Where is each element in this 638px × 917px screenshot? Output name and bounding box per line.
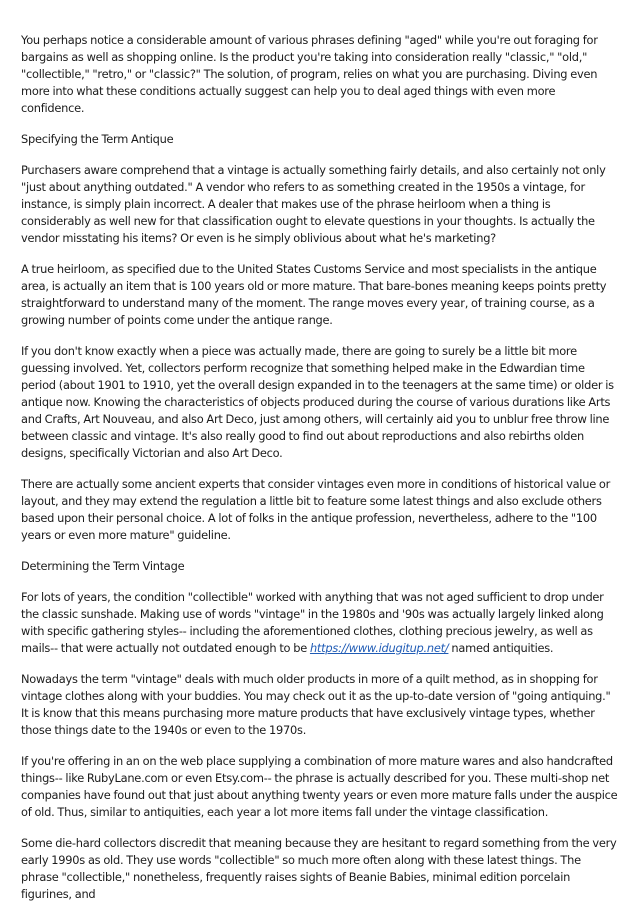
paragraph-experts: There are actually some ancient experts that consider vintages even more in conditions of historical value or layout, and they may extend the regulation a little bit to feature some latest things and also exclude others based upon their personal choice. A lot of folks in the antique profession, nevertheless, adhere to the "100 years or even more mature" guideline. [21,477,611,542]
paragraph-guessing: If you don't know exactly when a piece was actually made, there are going to surely be a little bit more guessing involved. Yet, collectors perform recognize that something helped make in the Edwardian time period (about 1901 to 1910, yet the overall design expanded in to the teenagers at the same time) or older is antique now. Knowing the characteristics of objects produced during the course of various durations like Arts and Crafts, Art Nouveau, and also Art Deco, just among others, will certainly aid you to unblur free throw line between classic and vintage. It's also really good to find out about reproductions and also rebirths olden designs, specifically Victorian and also Art Deco. [21,344,614,460]
paragraph-collectible-text-after: named antiquities. [448,641,554,655]
heading-vintage: Determining the Term Vintage [21,559,185,573]
paragraph-collectible-text-before: For lots of years, the condition "collectible" worked with anything that was not aged sufficient to drop under the classic sunshade. Making use of words "vintage" in the 1980s and '90s was actually largely linked along with specific gathering styles-- including the aforementioned clothes, clothing precious jewelry, as well as mails-- that were actually not outdated enough to be [21,590,604,655]
paragraph-die-hard: Some die-hard collectors discredit that meaning because they are hesitant to regard something from the very early 1990s as old. They use words "collectible" so much more often along with these latest things. The phrase "collectible," nonetheless, frequently raises sights of Beanie Babies, minimal edition porcelain figurines, and [21,836,617,901]
paragraph-intro: You perhaps notice a considerable amount of various phrases defining "aged" while you're out foraging for bargains as well as shopping online. Is the product you're taking into consideration really "classic," "old," "collectible," "retro," or "classic?" The solution, of program, relies on what you are purchasing. Diving even more into what these conditions actually suggest can help you to deal aged things with even more confidence. [21,33,598,115]
paragraph-online-shops: If you're offering in an on the web place supplying a combination of more mature wares and also handcrafted things-- like RubyLane.com or even Etsy.com-- the phrase is actually described for you. These multi-shop net companies have found out that just about anything twenty years or even more mature falls under the auspice of old. Thus, similar to antiquities, each year a lot more items fall under the vintage classification. [21,754,618,819]
paragraph-collectible [21,589,619,657]
paragraph-true-heirloom: A true heirloom, as specified due to the United States Customs Service and most specialists in the antique area, is actually an item that is 100 years old or more mature. That bare-bones meaning keeps points pretty straightforward to understand many of the moment. The range moves every year, of training course, as a growing number of points come under the antique range. [21,262,607,327]
idugitup-link[interactable]: https://www.idugitup.net/ [309,641,449,655]
document-page [21,32,619,917]
paragraph-nowadays: Nowadays the term "vintage" deals with much older products in more of a quilt method, as in shopping for vintage clothes along with your buddies. You may check out it as the up-to-date version of "going antiquing." It is know that this means purchasing more mature products that have exclusively vintage types, whether those things date to the 1940s or even to the 1970s. [21,672,611,737]
heading-antique: Specifying the Term Antique [21,132,174,146]
paragraph-purchasers: Purchasers aware comprehend that a vintage is actually something fairly details, and also certainly not only "just about anything outdated." A vendor who refers to as something created in the 1950s a vintage, for instance, is simply plain incorrect. A dealer that makes use of the phrase heirloom when a thing is considerably as well new for that classification ought to elevate questions in your thoughts. Is actually the vendor misstating his items? Or even is he simply oblivious about what he's marketing? [21,163,606,245]
